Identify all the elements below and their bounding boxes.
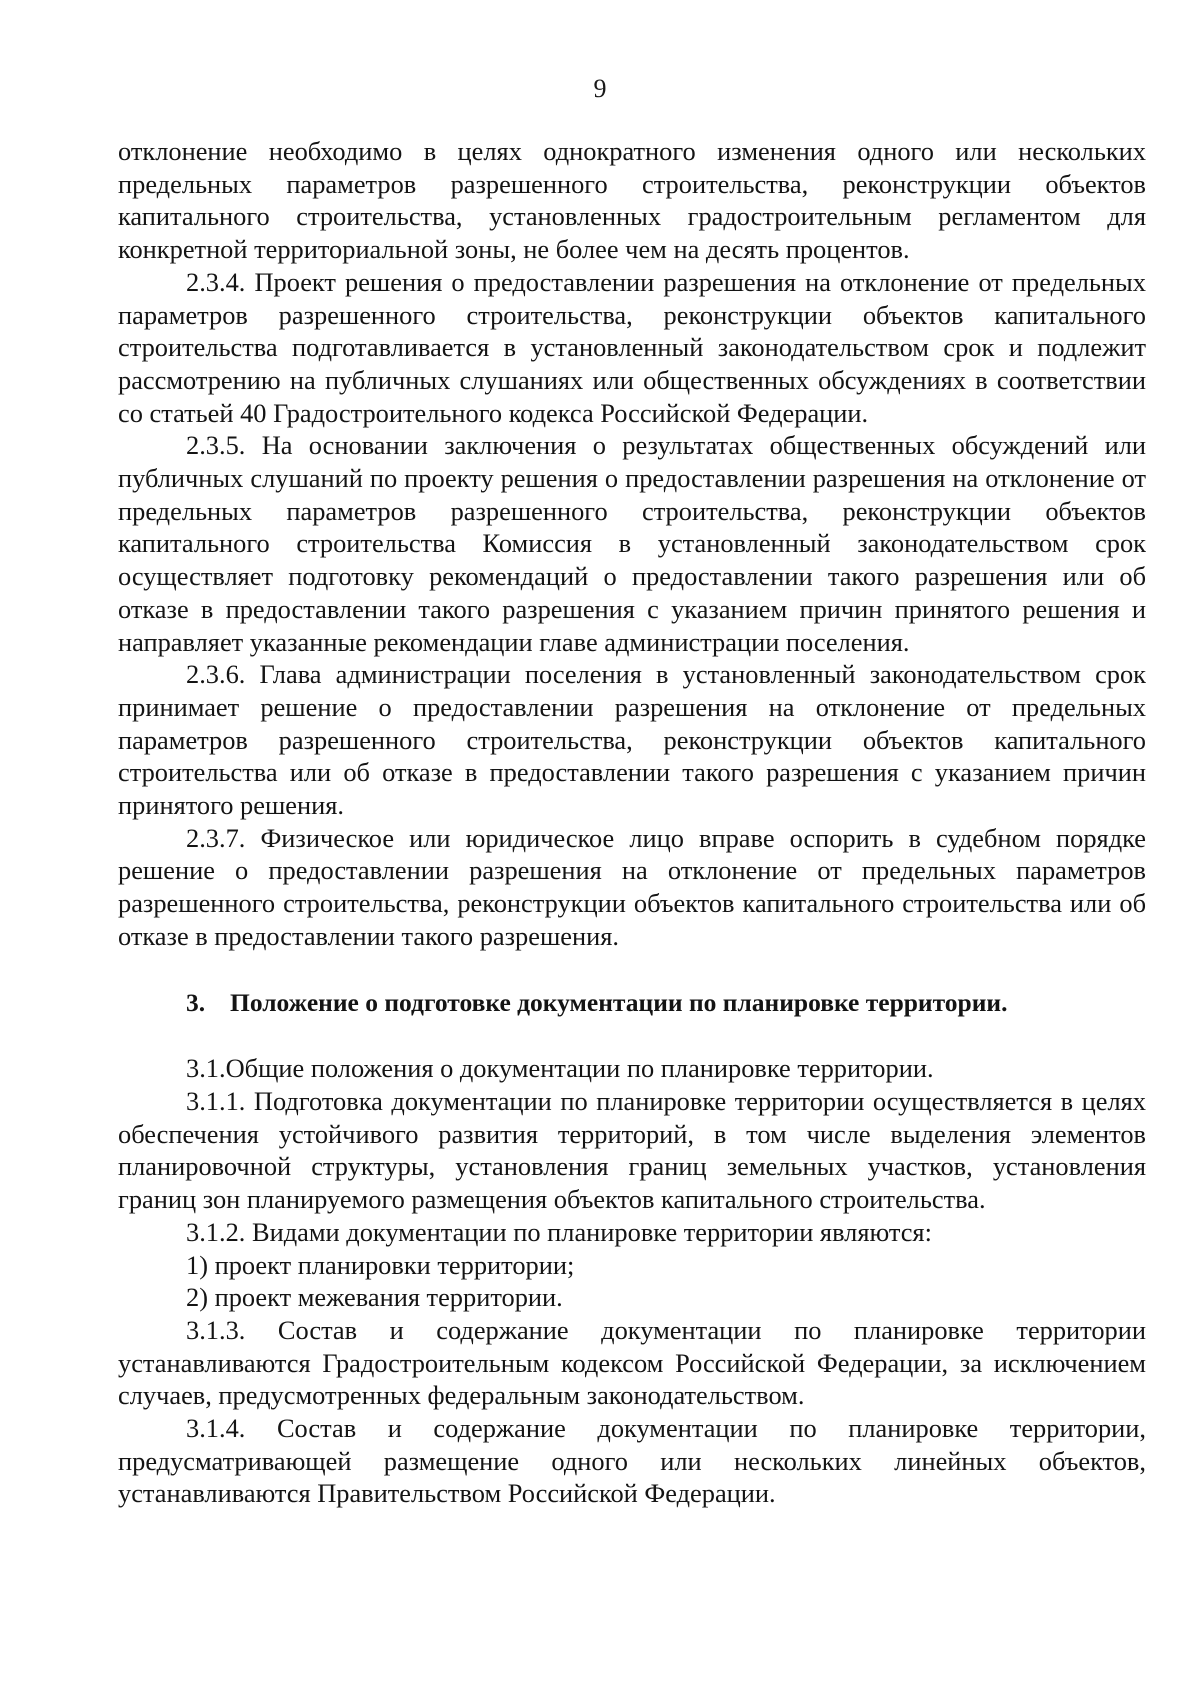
section-title: Положение о подготовке документации по планировке территории. xyxy=(230,987,1008,1017)
paragraph-2-3-5: 2.3.5. На основании заключения о результатах общественных обсуждений или публичных слушаний по проекту решения о предоставлении разрешения на отклонение от предельных параметров разрешенного строительства, реконструкции объектов капитального строительства Комиссия в установленный законодательством срок осуществляет подготовку рекомендаций о предоставлении такого разрешения или об отказе в предоставлении такого разрешения с указанием причин принятого решения и направляет указанные рекомендации главе администрации поселения. xyxy=(118,430,1146,657)
document-body xyxy=(118,135,1146,1510)
paragraph-3-1-3: 3.1.3. Состав и содержание документации по планировке территории устанавливаются Градостроительным кодексом Российской Федерации, за исключением случаев, предусмотренных федеральным законодательством. xyxy=(118,1314,1146,1411)
paragraph-3-1-2: 3.1.2. Видами документации по планировке территории являются: xyxy=(186,1216,932,1247)
paragraph-3-1-1: 3.1.1. Подготовка документации по планировке территории осуществляется в целях обеспечения устойчивого развития территорий, в том числе выделения элементов планировочной структуры, установления границ земельных участков, установления границ зон планируемого размещения объектов капитального строительства. xyxy=(118,1085,1146,1215)
paragraph-continuation: отклонение необходимо в целях однократного изменения одного или нескольких предельных параметров разрешенного строительства, реконструкции объектов капитального строительства, установленных градостроительным регламентом для конкретной территориальной зоны, не более чем на десять процентов. xyxy=(118,136,1146,265)
paragraph-2-3-7: 2.3.7. Физическое или юридическое лицо вправе оспорить в судебном порядке решение о предоставлении разрешения на отклонение от предельных параметров разрешенного строительства, реконструкции объектов капитального строительства или об отказе в предоставлении такого разрешения. xyxy=(118,822,1146,951)
page-number: 9 xyxy=(593,74,607,103)
paragraph-3-1-4: 3.1.4. Состав и содержание документации по планировке территории, предусматривающей размещение одного или нескольких линейных объектов, устанавливаются Правительством Российской Федерации. xyxy=(118,1413,1146,1509)
list-item-1: 1) проект планировки территории; xyxy=(186,1249,575,1280)
paragraph-3-1: 3.1.Общие положения о документации по планировке территории. xyxy=(186,1053,934,1084)
paragraph-2-3-4: 2.3.4. Проект решения о предоставлении разрешения на отклонение от предельных параметров разрешенного строительства, реконструкции объектов капитального строительства подготавливается в установленный законодательством срок и подлежит рассмотрению на публичных слушаниях или общественных обсуждениях в соответствии со статьей 40 Градостроительного кодекса Российской Федерации. xyxy=(118,266,1146,428)
paragraph-2-3-6: 2.3.6. Глава администрации поселения в установленный законодательством срок принимает решение о предоставлении разрешения на отклонение от предельных параметров разрешенного строительства, реконструкции объектов капитального строительства или об отказе в предоставлении такого разрешения с указанием причин принятого решения. xyxy=(118,659,1146,821)
section-heading xyxy=(118,987,1146,1020)
list-item-2: 2) проект межевания территории. xyxy=(186,1282,563,1313)
section-number: 3. xyxy=(186,987,206,1017)
